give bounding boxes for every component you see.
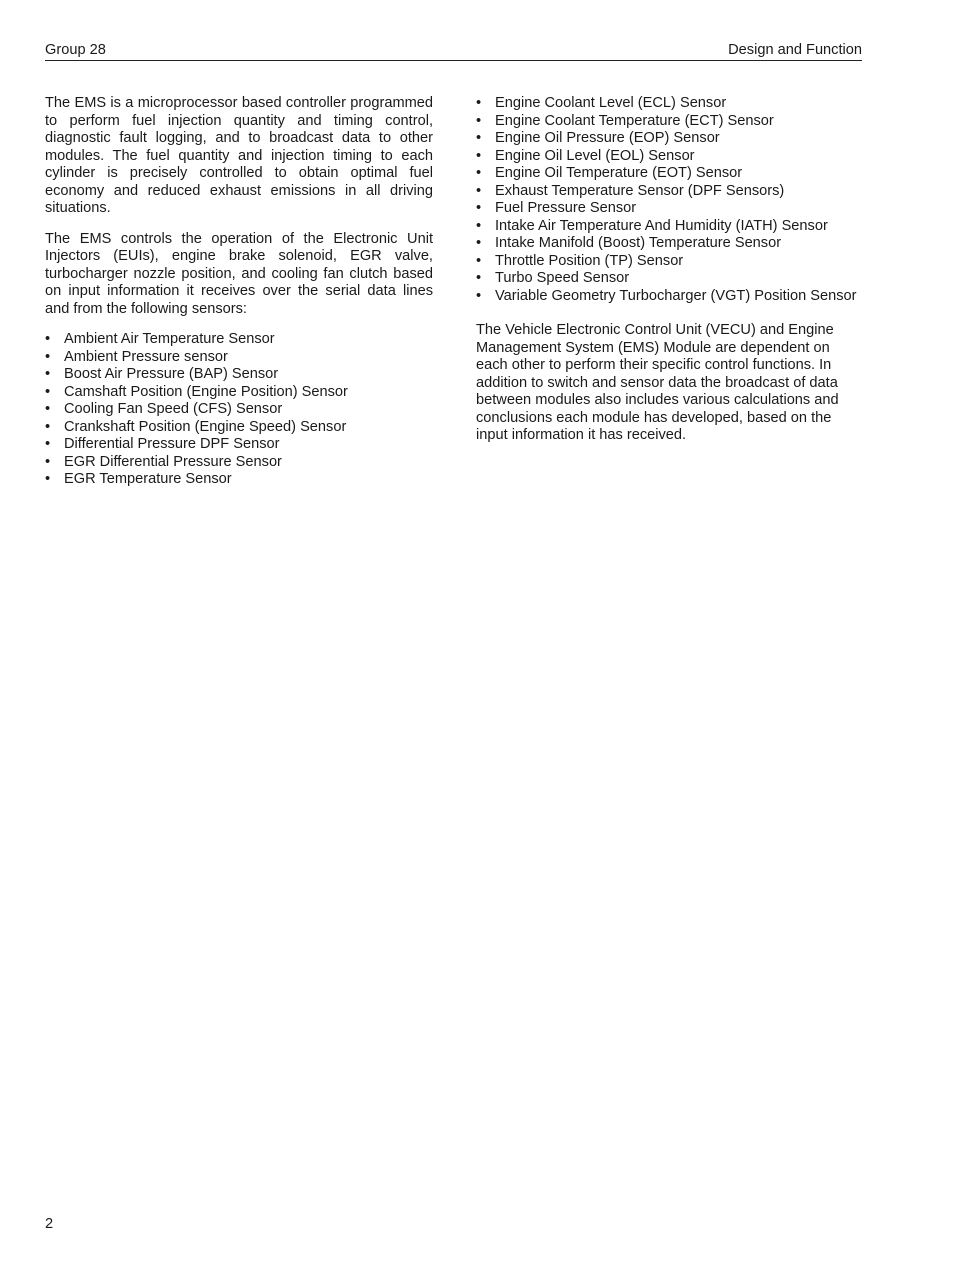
list-item-text: Engine Oil Pressure (EOP) Sensor <box>495 130 720 146</box>
bullet-icon: • <box>476 95 482 111</box>
list-item <box>476 113 862 131</box>
list-item-text: Engine Oil Temperature (EOT) Sensor <box>495 165 743 181</box>
list-item-text: Variable Geometry Turbocharger (VGT) Position Sensor <box>495 287 857 304</box>
list-item <box>476 288 862 306</box>
list-item <box>476 200 862 218</box>
bullet-icon: • <box>45 366 51 382</box>
list-item-text: EGR Temperature Sensor <box>64 471 232 487</box>
list-item <box>476 148 862 166</box>
list-item-text: Differential Pressure DPF Sensor <box>64 436 280 452</box>
bullet-icon: • <box>45 453 51 470</box>
sensor-list-right <box>476 95 862 305</box>
bullet-icon: • <box>45 348 51 365</box>
bullet-icon: • <box>45 418 51 435</box>
list-item <box>45 419 433 437</box>
bullet-icon: • <box>476 270 482 286</box>
list-item-text: Exhaust Temperature Sensor (DPF Sensors) <box>495 182 785 199</box>
bullet-icon: • <box>476 287 482 304</box>
bullet-icon: • <box>45 331 51 347</box>
list-item-text: Engine Oil Level (EOL) Sensor <box>495 147 695 164</box>
bullet-icon: • <box>45 436 51 452</box>
bullet-icon: • <box>476 252 482 269</box>
left-column <box>45 95 433 489</box>
vecu-ems-paragraph: The Vehicle Electronic Control Unit (VECU) and Engine Management System (EMS) Module are dependent on each other to perform their specific control functions. In addition to switch and sensor data the broadcast of data between modules also includes various calculations and conclusions each module has developed, based on the input information it has received. <box>476 322 839 443</box>
list-item-text: Intake Manifold (Boost) Temperature Sensor <box>495 235 782 251</box>
list-item-text: Throttle Position (TP) Sensor <box>495 252 684 269</box>
list-item <box>45 366 433 384</box>
list-item <box>45 331 433 349</box>
list-item <box>476 253 862 271</box>
list-item-text: Engine Coolant Temperature (ECT) Sensor <box>495 112 774 129</box>
list-item <box>476 130 862 148</box>
list-item <box>45 436 433 454</box>
header-group-label: Group 28 <box>45 42 106 58</box>
page-header <box>45 42 862 61</box>
list-item-text: Ambient Air Temperature Sensor <box>64 331 275 347</box>
ems-controls-paragraph: The EMS controls the operation of the Electronic Unit Injectors (EUIs), engine brake solenoid, EGR valve, turbocharger nozzle position, and cooling fan clutch based on input information it receives over the serial data lines and from the following sensors: <box>45 230 433 317</box>
bullet-icon: • <box>476 130 482 146</box>
bullet-icon: • <box>476 165 482 181</box>
list-item <box>45 349 433 367</box>
intro-paragraph: The EMS is a microprocessor based controller programmed to perform fuel injection quantity and timing control, diagnostic fault logging, and to broadcast data to other modules. The fuel quantity and injection timing to each cylinder is precisely controlled to obtain optimal fuel economy and reduced exhaust emissions in all driving situations. <box>45 95 433 216</box>
list-item-text: Camshaft Position (Engine Position) Sensor <box>64 383 348 400</box>
bullet-icon: • <box>476 235 482 251</box>
bullet-icon: • <box>476 217 482 234</box>
bullet-icon: • <box>476 112 482 129</box>
bullet-icon: • <box>45 471 51 487</box>
list-item-text: Engine Coolant Level (ECL) Sensor <box>495 95 727 111</box>
list-item <box>476 165 862 183</box>
list-item <box>45 384 433 402</box>
list-item-text: Crankshaft Position (Engine Speed) Sensor <box>64 418 347 435</box>
bullet-icon: • <box>476 147 482 164</box>
bullet-icon: • <box>45 383 51 400</box>
bullet-icon: • <box>45 401 51 417</box>
list-item <box>476 95 862 113</box>
list-item <box>476 235 862 253</box>
list-item-text: Intake Air Temperature And Humidity (IATH) Sensor <box>495 217 828 234</box>
list-item-text: Cooling Fan Speed (CFS) Sensor <box>64 401 283 417</box>
list-item <box>45 471 433 489</box>
bullet-icon: • <box>476 182 482 199</box>
sensor-list-left <box>45 331 433 489</box>
list-item <box>476 183 862 201</box>
list-item <box>476 270 862 288</box>
list-item <box>45 401 433 419</box>
list-item-text: Fuel Pressure Sensor <box>495 200 637 216</box>
list-item-text: Turbo Speed Sensor <box>495 270 630 286</box>
list-item <box>45 454 433 472</box>
page-number: 2 <box>45 1216 54 1232</box>
header-section-title: Design and Function <box>728 42 862 58</box>
list-item-text: Boost Air Pressure (BAP) Sensor <box>64 366 279 382</box>
list-item <box>476 218 862 236</box>
list-item-text: Ambient Pressure sensor <box>64 348 228 365</box>
bullet-icon: • <box>476 200 482 216</box>
right-column <box>476 95 862 458</box>
list-item-text: EGR Differential Pressure Sensor <box>64 453 282 470</box>
